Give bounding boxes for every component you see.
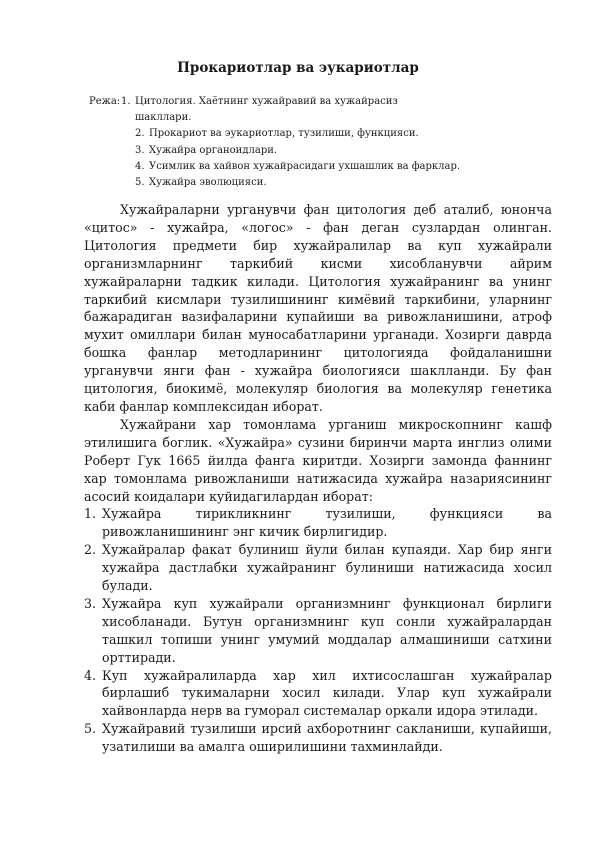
list-item-number: 4. [84,667,97,683]
document-body [84,201,552,756]
list-item-number: 2. [84,542,97,558]
list-item [84,595,552,667]
list-item [84,505,552,541]
plan-item [89,143,509,159]
list-item-text: Хужайравий тузилиши ирсий ахборотнинг сакланиши, купайиши, узатилиши ва амалга оширилишини тахминлайди. [102,721,552,755]
lecture-plan [89,94,509,191]
list-item [84,541,552,595]
list-item-text: Хужайра куп хужайрали организмнинг функционал бирлиги хисобланади. Бутун организмнинг куп сонли хужайралардан ташкил топиши унинг умумий моддалар алмашиниши сатхини орттиради. [102,595,552,665]
plan-item-text: Прокариот ва эукариотлар, тузилиши, функцияси. [149,128,419,140]
body-paragraph: Хужайрани хар томонлама урганиш микроскопнинг кашф этилишига боглик. «Хужайра» сузини биринчи марта инглиз олими Роберт Гук 1665 йилда фанга киритди. Хозирги замонда фаннинг хар томонлама ривожланиши натижасида хужайра назариясининг асосий коидалари куйидагилардан иборат: [84,416,552,504]
plan-item-text: Усимлик ва хайвон хужайрасидаги ухшашлик ва фарклар. [149,160,461,172]
plan-item-number: 3. [135,144,145,156]
plan-item [89,126,509,142]
list-item-text: Куп хужайралиларда хар хил ихтисослашган хужайралар бирлашиб тукималарни хосил килади. Улар куп хужайрали хайвонларда нерв ва гуморал системалар оркали идора этилади. [102,667,552,719]
plan-item [89,175,509,191]
list-item [84,667,552,721]
list-item [84,720,552,756]
plan-item-number: 2. [135,128,145,140]
theses-list [84,505,552,756]
plan-item [89,159,509,175]
plan-label: Режа: [89,96,121,107]
list-item-number: 1. [84,506,97,522]
list-item-number: 3. [84,595,97,611]
plan-item-text: Хужайра органоидлари. [149,144,278,156]
plan-item [89,94,509,126]
page-title: Прокариотлар ва эукариотлар [177,60,419,76]
list-item-text: Хужайралар факат булиниш йули билан купаяди. Хар бир янги хужайра дастлабки хужайранинг булиниши натижасида хосил булади. [102,542,552,594]
plan-item-number: 4. [135,160,145,172]
list-item-number: 5. [84,721,97,737]
list-item-text: Хужайра тирикликнинг тузилиши, функцияси ва ривожланишининг энг кичик бирлигидир. [102,506,552,540]
plan-item-text: Цитология. Хаётнинг хужайравий ва хужайрасиз шакллари. [135,96,398,124]
plan-item-text: Хужайра эволюцияси. [149,177,267,189]
body-paragraph: Хужайраларни урганувчи фан цитология деб аталиб, юнонча «цитос» - хужайра, «логос» - фан деган сузлардан олинган. Цитология предмети бир хужайралилар ва куп хужайрали организмларнинг таркибий кисми хисобланувчи айрим хужайраларни тадкик килади. Цитология хужайранинг ва унинг таркибий кисмлари тузилишининг кимёвий таркибини, уларнинг бажарадиган вазифаларини купайиши ва ривожланишини, атроф мухит омиллари билан муносабатларини урганади. Хозирги даврда бошка фанлар методларининг цитологияда фойдаланишни урганувчи янги фан - хужайра биологияси шаклланди. Бу фан цитология, биокимё, молекуляр биология ва молекуляр генетика каби фанлар комплексидан иборат. [84,202,552,414]
plan-item-number: 5. [135,177,145,189]
plan-item-number: 1. [121,96,131,107]
